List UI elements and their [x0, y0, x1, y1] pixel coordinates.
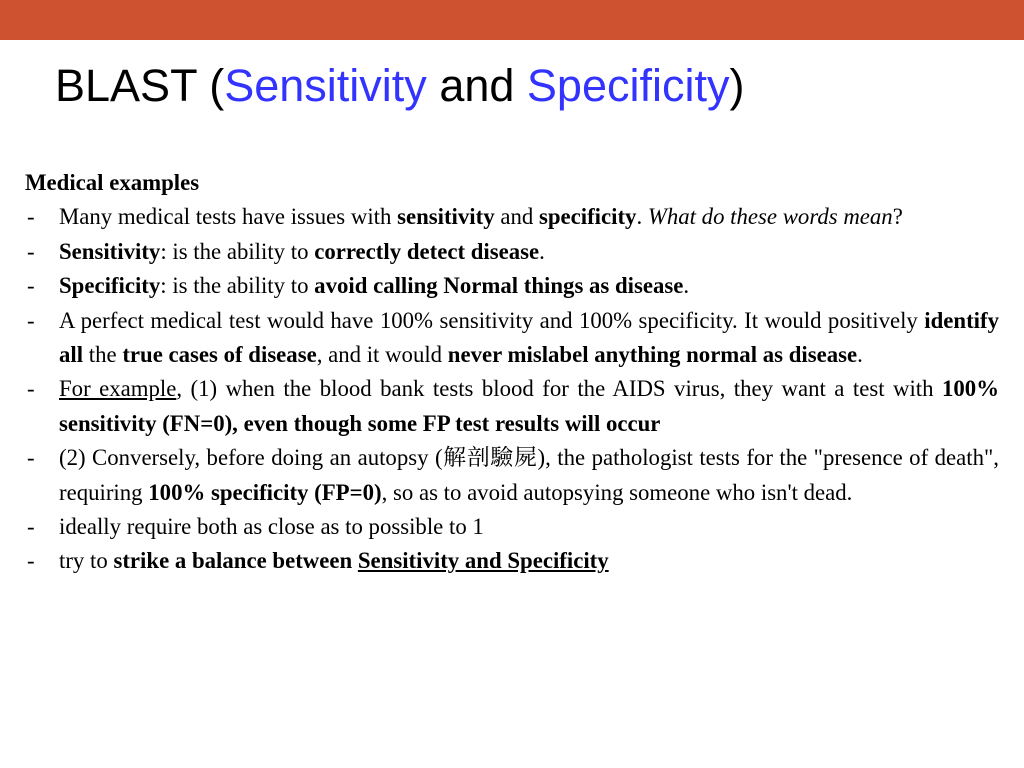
bold-text: strike a balance between — [113, 548, 358, 574]
bullet-marker: - — [27, 238, 35, 264]
bullet-item — [25, 441, 999, 510]
medical-examples-panel — [25, 166, 999, 579]
title-prefix: BLAST ( — [55, 60, 225, 111]
body-text: the — [83, 342, 123, 368]
bullet-list — [25, 200, 999, 578]
bullet-item — [25, 235, 999, 269]
body-text: Many medical tests have issues with — [59, 204, 398, 230]
body-text: ideally require both as close as to possible to 1 — [59, 514, 484, 540]
bullet-marker: - — [27, 204, 35, 230]
body-text: A perfect medical test would have 100% sensitivity and 100% specificity. It would positively — [59, 307, 925, 333]
slide-title — [55, 60, 744, 112]
bold-text: identify all — [59, 307, 999, 368]
bullet-marker: - — [27, 548, 35, 574]
bold-text: correctly detect disease — [314, 238, 540, 264]
bold-term: specificity — [538, 204, 637, 230]
body-text: , so as to avoid autopsying someone who isn't dead. — [381, 479, 853, 505]
section-heading: Medical examples — [25, 170, 200, 195]
bullet-marker: - — [27, 445, 35, 471]
bold-term: Specificity — [59, 273, 161, 299]
body-text: . — [857, 342, 863, 368]
body-text: . — [539, 238, 545, 264]
title-keyword-specificity: Specificity — [526, 60, 730, 111]
top-accent-bar — [0, 0, 1024, 40]
bullet-item — [25, 372, 999, 441]
bold-text: avoid calling Normal things as disease — [314, 273, 684, 299]
title-connector: and — [426, 60, 527, 111]
bullet-item — [25, 304, 999, 373]
body-text: : is the ability to — [160, 273, 315, 299]
bold-term: sensitivity — [397, 204, 495, 230]
body-text: try to — [59, 548, 114, 574]
bullet-item — [25, 544, 999, 578]
bold-term: Sensitivity — [59, 238, 161, 264]
body-text: . — [683, 273, 690, 299]
italic-question: What do these words mean — [647, 204, 893, 230]
bold-text: 100% sensitivity (FN=0), even though some FP test results will occur — [59, 376, 999, 436]
body-text: (2) Conversely, before doing an autopsy (解剖驗屍), the pathologist tests for the "presence of death", requiring — [59, 445, 999, 505]
bullet-item — [25, 269, 999, 303]
bullet-item — [25, 200, 999, 234]
underlined-text: For example — [59, 376, 177, 402]
title-keyword-sensitivity: Sensitivity — [224, 60, 427, 111]
body-text: , and it would — [316, 342, 448, 368]
bullet-marker: - — [27, 376, 35, 402]
body-text: ? — [892, 204, 903, 230]
body-text: , (1) when the blood bank tests blood for the AIDS virus, they want a test with — [176, 376, 942, 402]
title-suffix: ) — [729, 60, 745, 111]
bullet-marker: - — [27, 307, 35, 333]
bold-text: 100% specificity (FP=0) — [148, 479, 382, 505]
bold-underlined-text: Sensitivity and Specificity — [357, 548, 609, 574]
bold-text: never mislabel anything normal as disease — [447, 342, 858, 368]
body-text: . — [636, 204, 648, 230]
bullet-marker: - — [27, 273, 35, 299]
body-text: : is the ability to — [160, 238, 315, 264]
bullet-item — [25, 510, 999, 544]
body-text: and — [494, 204, 539, 230]
bold-text: true cases of disease — [122, 342, 317, 368]
bullet-marker: - — [27, 514, 35, 540]
